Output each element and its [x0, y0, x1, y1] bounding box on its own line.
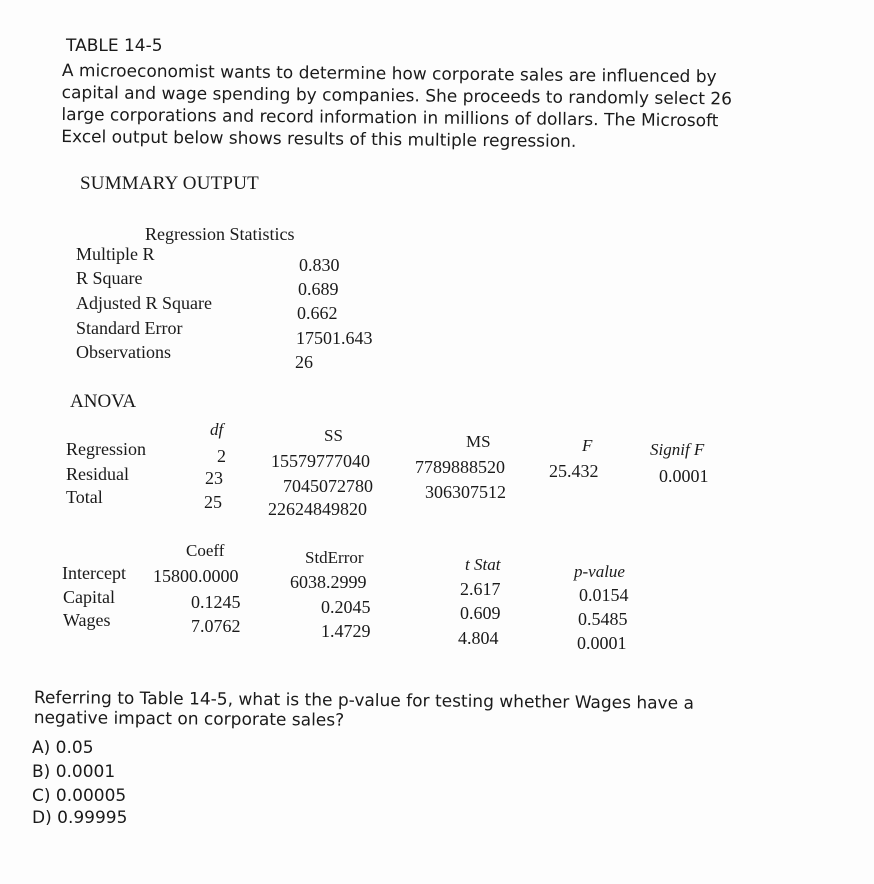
anova-title: ANOVA: [70, 391, 137, 412]
stat-value: 0.662: [297, 303, 338, 323]
anova-header-signif: Signif F: [650, 440, 705, 459]
anova-df: 25: [204, 492, 222, 512]
question-text: [34, 688, 824, 735]
coef-row-label: Intercept: [62, 563, 126, 583]
answer-choice-b[interactable]: B) 0.0001: [32, 762, 116, 782]
answer-choice-a[interactable]: A) 0.05: [32, 738, 94, 758]
intro-paragraph: [61, 60, 832, 155]
table-label: TABLE 14-5: [66, 36, 163, 56]
stat-value: 26: [295, 352, 313, 372]
answer-choice-c[interactable]: C) 0.00005: [32, 786, 127, 806]
anova-header-f: F: [582, 436, 593, 455]
pvalue-value: 0.0154: [579, 585, 629, 605]
anova-header-df: df: [210, 420, 224, 439]
anova-f-value: 25.432: [549, 461, 599, 481]
answer-choice-d[interactable]: D) 0.99995: [32, 808, 128, 828]
stderror-value: 6038.2999: [290, 572, 367, 592]
anova-df: 23: [205, 468, 223, 488]
coef-row-label: Capital: [63, 587, 115, 607]
stat-value: 0.830: [299, 255, 340, 275]
anova-header-ms: MS: [466, 432, 491, 451]
tstat-value: 2.617: [460, 579, 501, 599]
anova-row-label: Total: [66, 487, 103, 507]
coef-value: 7.0762: [191, 616, 241, 636]
stat-value: 0.689: [298, 279, 339, 299]
anova-row-label: Regression: [66, 439, 146, 459]
stat-label: Multiple R: [76, 244, 155, 264]
question-line: Referring to Table 14-5, what is the p-value for testing whether Wages have a: [33, 688, 695, 714]
coef-value: 0.1245: [191, 592, 241, 612]
anova-ss: 22624849820: [268, 499, 367, 519]
summary-title: SUMMARY OUTPUT: [80, 173, 259, 194]
question-line: negative impact on corporate sales?: [33, 707, 345, 731]
stat-label: R Square: [76, 268, 143, 288]
regression-statistics-heading: Regression Statistics: [145, 224, 295, 244]
pvalue-value: 0.0001: [577, 633, 627, 653]
stat-label: Observations: [76, 342, 171, 362]
stat-value: 17501.643: [296, 328, 373, 348]
intro-line: Excel output below shows results of this multiple regression.: [61, 126, 577, 152]
intro-line: A microeconomist wants to determine how corporate sales are influenced by: [61, 60, 717, 88]
anova-header-ss: SS: [324, 426, 343, 445]
anova-signif-value: 0.0001: [659, 466, 709, 486]
anova-ss: 7045072780: [283, 476, 373, 496]
stat-label: Standard Error: [76, 318, 183, 338]
stderror-value: 1.4729: [321, 621, 371, 641]
pvalue-value: 0.5485: [578, 609, 628, 629]
coef-header-pvalue: p-value: [574, 562, 625, 581]
anova-row-label: Residual: [66, 464, 129, 484]
coef-header-coeff: Coeff: [186, 541, 225, 560]
stderror-value: 0.2045: [321, 597, 371, 617]
anova-ms: 306307512: [425, 482, 506, 502]
coef-header-stderror: StdError: [305, 548, 364, 567]
anova-ss: 15579777040: [271, 451, 370, 471]
intro-line: capital and wage spending by companies. She proceeds to randomly select 26: [61, 82, 733, 110]
anova-df: 2: [217, 446, 226, 466]
intro-line: large corporations and record information in millions of dollars. The Microsoft: [61, 104, 719, 132]
anova-ms: 7789888520: [415, 457, 505, 477]
tstat-value: 0.609: [460, 603, 501, 623]
coef-value: 15800.0000: [153, 566, 239, 586]
stat-label: Adjusted R Square: [76, 293, 212, 313]
coef-header-tstat: t Stat: [465, 555, 501, 574]
coef-row-label: Wages: [63, 610, 111, 630]
tstat-value: 4.804: [458, 628, 499, 648]
